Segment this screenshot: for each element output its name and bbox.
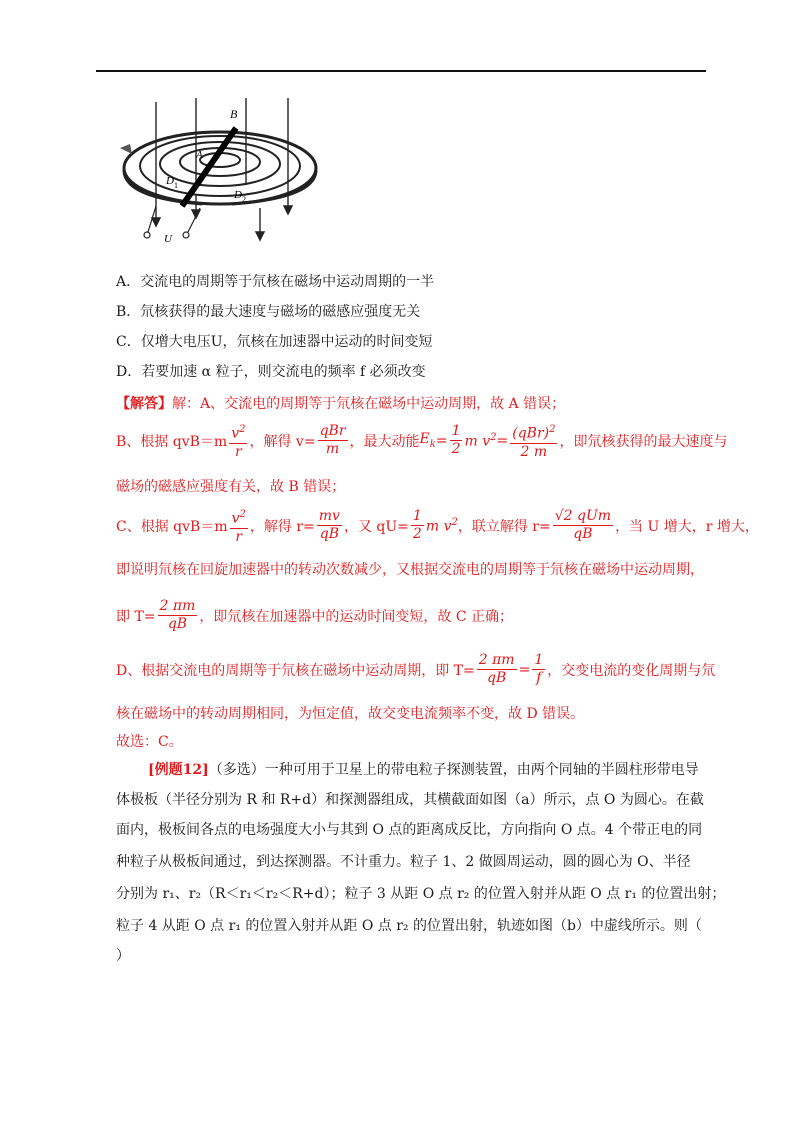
fraction: $\frac{\text{qBr}}{m}$ — [319, 423, 346, 458]
question-line-4: 种粒子从极板间通过，到达探测器。不计重力。粒子 1、2 做圆周运动，圆的圆心为 O、半径 — [116, 854, 691, 870]
cyclotron-figure — [112, 94, 332, 250]
option-b: B．氘核获得的最大速度与磁场的磁感应强度无关 — [116, 304, 421, 320]
fraction: $\frac{2 \pi m}{qB}$ — [478, 652, 515, 686]
answer-line-9: 故选：C。 — [116, 734, 183, 750]
answer-line-8: 核在磁场中的转动周期相同，为恒定值，故交变电流频率不变，故 D 错误。 — [116, 706, 585, 722]
label-u: U — [164, 233, 172, 245]
fraction: $\frac{1}{2}$ — [412, 508, 422, 543]
answer-line-1: 【解答】解：A、交流电的周期等于氘核在磁场中运动周期，故 A 错误； — [116, 396, 566, 412]
question-line-5: 分别为 r₁、r₂（R＜r₁＜r₂＜R+d）；粒子 3 从距 O 点 r₂ 的位置入射并从距 O 点 r₁ 的位置出射； — [116, 886, 726, 902]
fraction: $\frac{mv}{qB}$ — [318, 508, 340, 543]
label-a: A — [196, 149, 203, 161]
label-b: B — [230, 107, 238, 121]
question-line-2: 体极板（半径分别为 R 和 R+d）和探测器组成，其横截面如图（a）所示，点 O 为圆心。在截 — [116, 792, 704, 808]
option-a: A．交流电的周期等于氘核在磁场中运动周期的一半 — [116, 274, 435, 290]
option-d: D．若要加速 α 粒子，则交流电的频率 f 必须改变 — [116, 364, 426, 380]
label-d2-sub: 2 — [242, 195, 246, 204]
answer-line-3: 磁场的磁感应强度有关，故 B 错误； — [116, 479, 346, 495]
answer-line-7: D、根据交流电的周期等于氘核在磁场中运动周期，即 T= $\frac{2 \pi m}{qB}$ = $\frac{1}{f}$ ，交变电流的变化周期与氘 — [116, 652, 716, 686]
fraction: $\frac{(qBr)^2}{2 m}$ — [510, 421, 557, 461]
question-line-3: 面内，极板间各点的电场强度大小与其到 O 点的距离成反比，方向指向 O 点。4 个带正电的同 — [116, 822, 703, 838]
answer-line-4: C、根据 qvB＝m $\frac{v^2}{r}$ ，解得 r= $\frac{mv}{qB}$ ，又 qU= $\frac{1}{2}$ m $v^2$ ，联立解得 r= $\frac{\text{√2 qUm}}{qB}$ ，当 U 增大，r 增大， — [116, 506, 759, 546]
fraction: $\frac{\text{√2 qUm}}{qB}$ — [554, 508, 612, 543]
fraction: $\frac{1}{f}$ — [534, 652, 544, 686]
answer-head: 【解答】 — [116, 396, 172, 412]
label-d1-sub: 1 — [174, 181, 178, 190]
fraction: $\frac{v^2}{r}$ — [229, 421, 247, 461]
fraction: $\frac{1}{2}$ — [451, 423, 461, 458]
question-tag: [例题12] — [148, 762, 209, 778]
fraction: $\frac{2 \pi m}{qB}$ — [159, 598, 196, 632]
question-line-6: 粒子 4 从距 O 点 r₁ 的位置入射并从距 O 点 r₂ 的位置出射，轨迹如图（b）中虚线所示。则（ — [116, 918, 702, 934]
option-c: C．仅增大电压U，氘核在加速器中运动的时间变短 — [116, 334, 433, 350]
answer-line-5: 即说明氘核在回旋加速器中的转动次数减少，又根据交流电的周期等于氘核在磁场中运动周期， — [116, 562, 704, 578]
question-line-7: ） — [116, 948, 130, 964]
label-d1: D — [166, 175, 174, 187]
answer-line-6: 即 T= $\frac{2 \pi m}{qB}$ ，即氘核在加速器中的运动时间变短，故 C 正确； — [116, 598, 513, 632]
header-rule — [96, 70, 706, 72]
question-line-1: [例题12]（多选）一种可用于卫星上的带电粒子探测装置，由两个同轴的半圆柱形带电导 — [148, 762, 699, 778]
label-d2: D — [234, 189, 242, 201]
fraction: $\frac{v^2}{r}$ — [230, 506, 248, 546]
answer-line-2: B、根据 qvB＝m $\frac{v^2}{r}$ ，解得 v= $\frac{\text{qBr}}{m}$ ，最大动能 $E_k$ = $\frac{1}{2}$ m $v^2$ = $\frac{(qBr)^2}{2 m}$ ，即氘核获得的最大速度与 — [116, 421, 727, 461]
